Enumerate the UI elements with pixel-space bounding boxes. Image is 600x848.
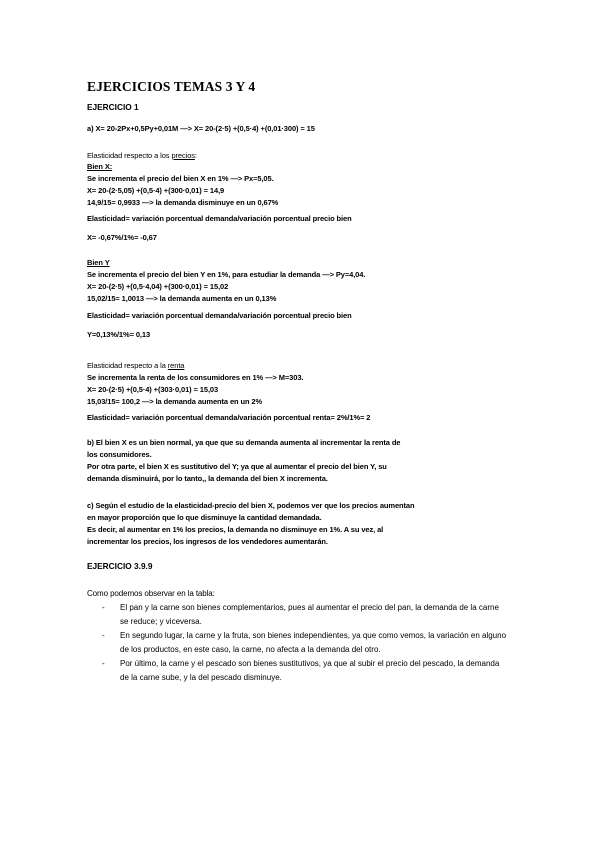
list-item-text: Por último, la carne y el pescado son bienes sustitutivos, ya que al subir el precio del pescado, la demanda de la carne sube, y la del pescado disminuye.: [120, 659, 500, 682]
exercise-399-intro: Como podemos observar en la tabla:: [87, 589, 215, 598]
exercise-1-heading: EJERCICIO 1: [87, 102, 139, 112]
list-item: [87, 657, 507, 685]
income-elasticity-heading-text: Elasticidad respecto a la: [87, 361, 168, 370]
bien-x-label: Bien X:: [87, 162, 113, 171]
renta-line-3: 15,03/15= 100,2 —> la demanda aumenta en un 2%: [87, 397, 263, 406]
list-item: [87, 629, 507, 657]
observations-list: [87, 601, 507, 685]
precios-underlined: precios: [171, 151, 195, 160]
bullet-dash: -: [102, 631, 105, 640]
bien-y-line-3: 15,02/15= 1,0013 —> la demanda aumenta en un 0,13%: [87, 294, 277, 303]
part-b-line-3: Por otra parte, el bien X es sustitutivo del Y; ya que al aumentar el precio del bien Y, su: [87, 462, 387, 471]
document-title: EJERCICIOS TEMAS 3 Y 4: [87, 79, 256, 94]
list-item-text: El pan y la carne son bienes complementarios, pues al aumentar el precio del pan, la demanda de la carne se reduce; y viceversa.: [120, 603, 499, 626]
bien-x-elasticity-value: X= -0,67%/1%= -0,67: [87, 233, 157, 242]
renta-elasticity-def: Elasticidad= variación porcentual demanda/variación porcentual renta= 2%/1%= 2: [87, 413, 371, 422]
bien-y-line-1: Se incrementa el precio del bien Y en 1%, para estudiar la demanda —> Py=4,04.: [87, 270, 366, 279]
bullet-dash: -: [102, 659, 105, 668]
bien-y-elasticity-value: Y=0,13%/1%= 0,13: [87, 330, 151, 339]
bien-x-line-3: 14,9/15= 0,9933 —> la demanda disminuye en un 0,67%: [87, 198, 279, 207]
part-b-line-1: b) El bien X es un bien normal, ya que que su demanda aumenta al incrementar la renta de: [87, 438, 401, 447]
list-item: [87, 601, 507, 629]
part-c-line-4: incrementar los precios, los ingresos de los vendedores aumentarán.: [87, 537, 328, 546]
part-c-line-3: Es decir, al aumentar en 1% los precios, la demanda no disminuye en 1%. A su vez, al: [87, 525, 384, 534]
price-elasticity-heading-text: Elasticidad respecto a los: [87, 151, 172, 160]
exercise-399-heading: EJERCICIO 3.9.9: [87, 561, 153, 571]
bien-y-line-2: X= 20-(2·5) +(0,5·4,04) +(300·0,01) = 15,02: [87, 282, 229, 291]
price-elasticity-heading: [87, 151, 197, 161]
bien-x-line-2: X= 20-(2·5,05) +(0,5·4) +(300·0,01) = 14,9: [87, 186, 225, 195]
exercise-1-part-a: a) X= 20-2Px+0,5Py+0,01M —> X= 20-(2·5) +(0,5·4) +(0,01·300) = 15: [87, 124, 315, 133]
bien-x-line-1: Se incrementa el precio del bien X en 1% —> Px=5,05.: [87, 174, 274, 183]
part-b-line-2: los consumidores.: [87, 450, 152, 459]
renta-line-1: Se incrementa la renta de los consumidores en 1% —> M=303.: [87, 373, 304, 382]
income-elasticity-heading: [87, 361, 184, 371]
renta-underlined: renta: [167, 361, 185, 370]
bien-y-elasticity-def: Elasticidad= variación porcentual demanda/variación porcentual precio bien: [87, 311, 352, 320]
part-b-line-4: demanda disminuirá, por lo tanto,, la demanda del bien X incrementa.: [87, 474, 328, 483]
part-c-line-1: c) Según el estudio de la elasticidad-precio del bien X, podemos ver que los precios aumentan: [87, 501, 415, 510]
list-item-text: En segundo lugar, la carne y la fruta, son bienes independientes, ya que como vemos, la variación en alguno de los productos, en este caso, la carne, no afecta a la demanda del otro.: [120, 631, 507, 654]
price-elasticity-colon: :: [194, 151, 197, 160]
bien-y-label: Bien Y: [87, 258, 110, 267]
renta-line-2: X= 20-(2·5) +(0,5·4) +(303·0,01) = 15,03: [87, 385, 219, 394]
bien-x-elasticity-def: Elasticidad= variación porcentual demanda/variación porcentual precio bien: [87, 214, 352, 223]
part-c-line-2: en mayor proporción que lo que disminuye la cantidad demandada.: [87, 513, 322, 522]
bullet-dash: -: [102, 603, 105, 612]
